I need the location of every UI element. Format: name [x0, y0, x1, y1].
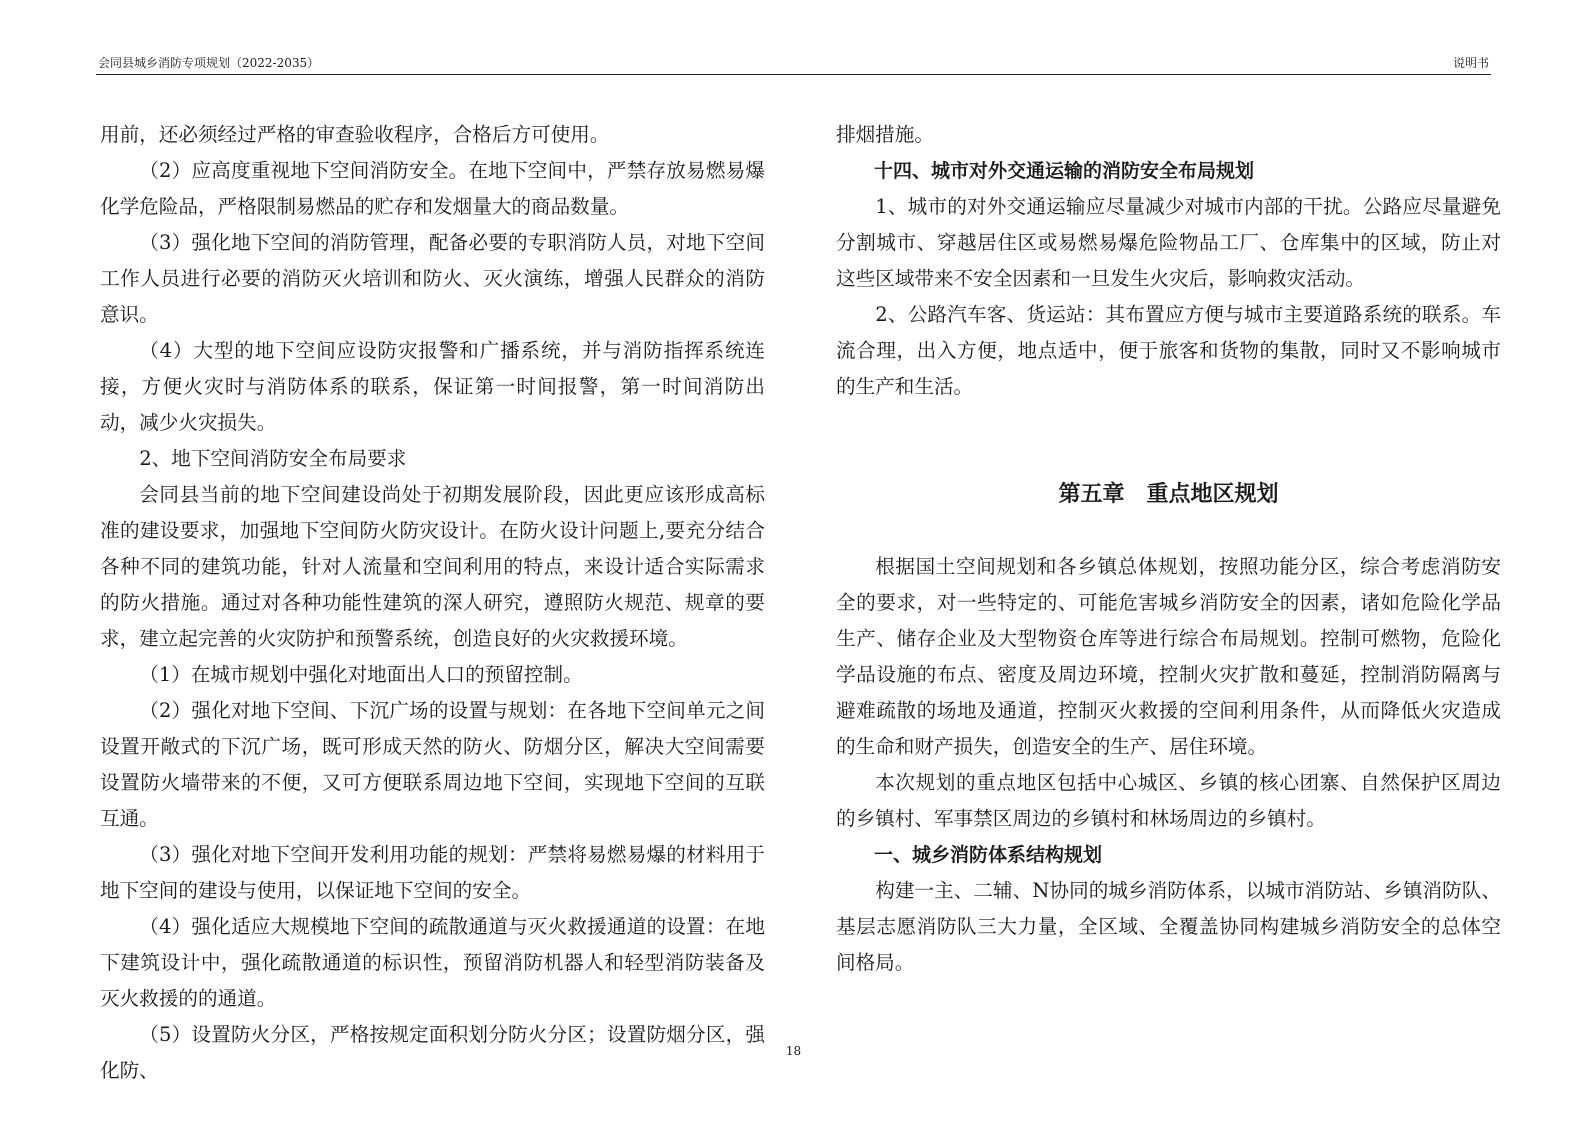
- paragraph: 会同县当前的地下空间建设尚处于初期发展阶段，因此更应该形成高标准的建设要求，加强地下空间防火防灾设计。在防火设计问题上,要充分结合各种不同的建筑功能，针对人流量和空间利用的特点，来设计适合实际需求的防火措施。通过对各种功能性建筑的深人研究，遵照防火规范、规章的要求，建立起完善的火灾防护和预警系统，创造良好的火灾救援环境。: [100, 483, 765, 650]
- paragraph: 构建一主、二辅、N协同的城乡消防体系，以城市消防站、乡镇消防队、基层志愿消防队三大力量，全区域、全覆盖协同构建城乡消防安全的总体空间格局。: [836, 879, 1501, 974]
- paragraph: （3）强化地下空间的消防管理，配备必要的专职消防人员，对地下空间工作人员进行必要的消防灭火培训和防火、灭火演练，增强人民群众的消防意识。: [100, 231, 765, 326]
- chapter-title: 第五章 重点地区规划: [1058, 482, 1279, 507]
- paragraph: 本次规划的重点地区包括中心城区、乡镇的核心团寨、自然保护区周边的乡镇村、军事禁区周边的乡镇村和林场周边的乡镇村。: [836, 771, 1501, 830]
- paragraph: 用前，还必须经过严格的审查验收程序，合格后方可使用。: [100, 123, 610, 146]
- section-heading: 一、城乡消防体系结构规划: [874, 844, 1103, 866]
- paragraph: （4）大型的地下空间应设防灾报警和广播系统，并与消防指挥系统连接，方便火灾时与消防体系的联系，保证第一时间报警，第一时间消防出动，减少火灾损失。: [100, 339, 765, 434]
- paragraph: （1）在城市规划中强化对地面出人口的预留控制。: [139, 663, 583, 686]
- page-number: 18: [785, 1044, 802, 1058]
- document-title: 会同县城乡消防专项规划（2022-2035）: [98, 56, 320, 70]
- spacer: [836, 513, 1501, 549]
- paragraph: （2）应高度重视地下空间消防安全。在地下空间中，严禁存放易燃易爆化学危险品，严格限制易燃品的贮存和发烟量大的商品数量。: [100, 159, 765, 218]
- paragraph: 根据国土空间规划和各乡镇总体规划，按照功能分区，综合考虑消防安全的要求，对一些特定的、可能危害城乡消防安全的因素，诸如危险化学品生产、储存企业及大型物资仓库等进行综合布局规划。控制可燃物，危险化学品设施的布点、密度及周边环境，控制火灾扩散和蔓延，控制消防隔离与避难疏散的场地及通道，控制灭火救援的空间利用条件，从而降低火灾造成的生命和财产损失，创造安全的生产、居住环境。: [836, 555, 1501, 758]
- document-type: 说明书: [1452, 56, 1489, 70]
- right-column: [836, 117, 1501, 981]
- subsection-heading: 2、地下空间消防安全布局要求: [139, 447, 407, 470]
- paragraph: 1、城市的对外交通运输应尽量减少对城市内部的干扰。公路应尽量避免分割城市、穿越居住区或易燃易爆危险物品工厂、仓库集中的区域，防止对这些区域带来不安全因素和一旦发生火灾后，影响救灾活动。: [836, 195, 1501, 290]
- left-column: [100, 117, 765, 1089]
- spacer: [836, 405, 1501, 477]
- section-heading: 十四、城市对外交通运输的消防安全布局规划: [874, 160, 1255, 182]
- paragraph: （3）强化对地下空间开发利用功能的规划：严禁将易燃易爆的材料用于地下空间的建设与使用，以保证地下空间的安全。: [100, 843, 765, 902]
- paragraph: （4）强化适应大规模地下空间的疏散通道与灭火救援通道的设置：在地下建筑设计中，强化疏散通道的标识性，预留消防机器人和轻型消防装备及灭火救援的的通道。: [100, 915, 765, 1010]
- paragraph: （2）强化对地下空间、下沉广场的设置与规划：在各地下空间单元之间设置开敞式的下沉广场，既可形成天然的防火、防烟分区，解决大空间需要设置防火墙带来的不便，又可方便联系周边地下空间，实现地下空间的互联互通。: [100, 699, 765, 830]
- paragraph: （5）设置防火分区，严格按规定面积划分防火分区；设置防烟分区，强化防、: [100, 1023, 765, 1082]
- paragraph: 排烟措施。: [836, 123, 934, 146]
- page-header: [96, 54, 1491, 75]
- paragraph: 2、公路汽车客、货运站：其布置应方便与城市主要道路系统的联系。车流合理，出入方便，地点适中，便于旅客和货物的集散，同时又不影响城市的生产和生活。: [836, 303, 1501, 398]
